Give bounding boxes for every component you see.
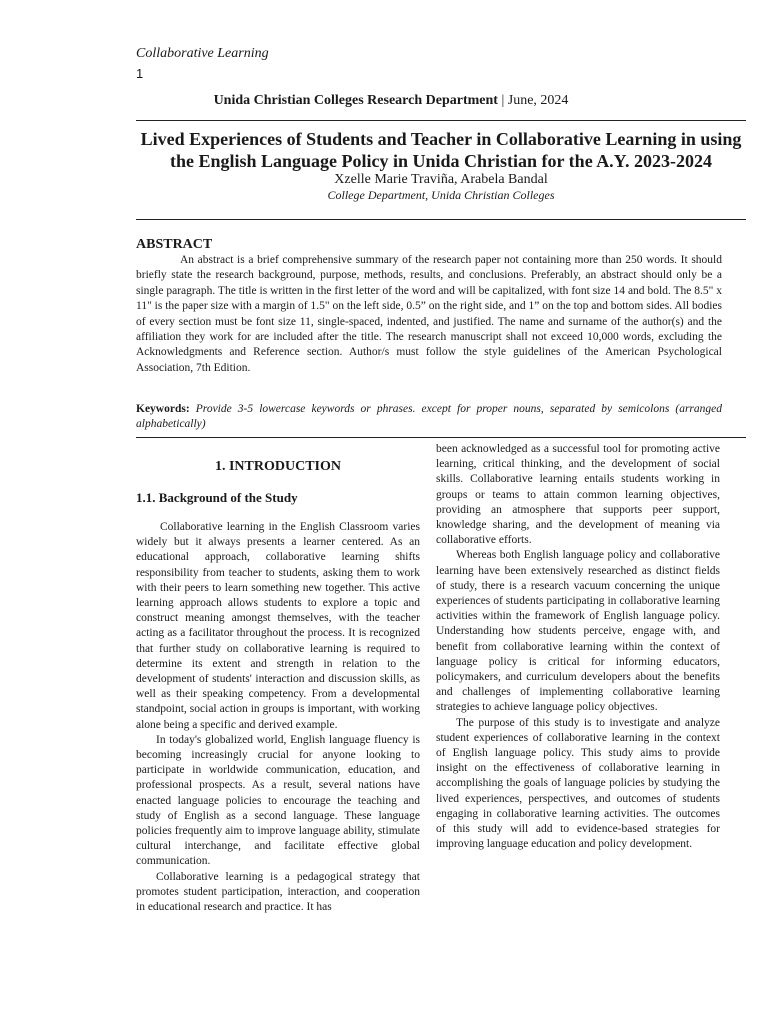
keywords	[136, 402, 722, 433]
subsection-heading: 1.1. Background of the Study	[136, 490, 298, 505]
keywords-text: Provide 3-5 lowercase keywords or phrases. except for proper nouns, separated by semicolons (arranged alphabetically)	[136, 403, 723, 431]
department-separator: |	[497, 93, 508, 108]
right-column	[436, 442, 720, 852]
department-name: Unida Christian Colleges Research Department	[213, 93, 498, 108]
left-column	[136, 442, 420, 915]
top-divider	[136, 120, 746, 121]
affiliation: College Department, Unida Christian Colleges	[327, 188, 555, 202]
paragraph: Whereas both English language policy and collaborative learning have been extensively researched as distinct fields of study, there is a research vacuum concerning the unique experiences of students participating in collaborative learning activities within the framework of English language policy. Understanding how students perceive, engage with, and benefit from collaborative learning within the context of language policy is critical for informing educators, policymakers, and curriculum developers about the benefits and challenges of implementing collaborative learning strategies to achieve language policy objectives.	[436, 549, 720, 714]
authors: Xzelle Marie Traviña, Arabela Bandal	[334, 172, 548, 187]
abstract-body: An abstract is a brief comprehensive summary of the research paper not containing more than 250 words. It should briefly state the research background, purpose, methods, results, and conclusions. Preferably, an abstract should only be a single paragraph. The title is written in the first letter of the word and will be capitalized, with font size 14 and bold. The 8.5" x 11" is the paper size with a margin of 1.5" on the left side, 0.5” on the right side, and 1” on the top and bottom sides. All bodies of every section must be font size 11, single-spaced, indented, and justified. The name and surname of the author(s) and the affiliation they work for are included after the title. The research manuscript shall not exceed 10,000 words, excluding the Acknowledgments and Reference section. Author/s must follow the style guidelines of the American Psychological Association, 7th Edition.	[136, 254, 722, 374]
keywords-label: Keywords:	[136, 403, 190, 415]
abstract-heading: ABSTRACT	[136, 237, 213, 252]
paper-title: Lived Experiences of Students and Teacher in Collaborative Learning in using the English Language Policy in Unida Christian for the A.Y. 2023-2024	[140, 129, 742, 171]
page-number: 1	[136, 66, 144, 81]
keywords-divider	[136, 437, 746, 438]
department-line	[136, 92, 646, 110]
section-heading: 1. INTRODUCTION	[214, 459, 341, 474]
publication-date: June, 2024	[507, 93, 569, 108]
running-header: Collaborative Learning	[136, 46, 269, 61]
paragraph: In today's globalized world, English language fluency is becoming increasingly crucial for anyone looking to participate in worldwide communication, education, and professional prospects. As a result, several nations have enacted language policies to encourage the teaching and study of English as a second language. These language policies frequently aim to improve language ability, stimulate cultural interchange, and facilitate effective global communication.	[136, 733, 420, 868]
paragraph: been acknowledged as a successful tool for promoting active learning, critical thinking, and the development of social skills. Collaborative learning entails students working in groups or teams to attain common learning objectives, providing an atmosphere that supports peer support, knowledge sharing, and the development of meaning via collaborative efforts.	[436, 443, 720, 547]
paragraph: Collaborative learning in the English Classroom varies widely but it always presents a learner centered. As an educational approach, collaborative learning shifts responsibility from teacher to students, asking them to work with their peers to learn something new together. This active learning approach allows students to explore a topic and construct meaning amongst themselves, with the teacher acting as a facilitator throughout the process. It is recognized that further study on collaborative learning is required to determine its extent and strength in relation to the development of students' interaction and discussion skills, as well as their speaking competency. From a developmental standpoint, social action in groups is important, with working alone being a specific and derived example.	[136, 521, 420, 731]
paragraph: The purpose of this study is to investigate and analyze student experiences of collaborative learning in the context of English language policy. This study aims to provide insight on the effectiveness of collaborative learning in accomplishing the goals of language policies by studying the lived experiences, perspectives, and outcomes of students engaging in collaborative learning activities. The outcomes of this study will add to evidence-based strategies for improving language education and policy development.	[436, 716, 720, 851]
paragraph: Collaborative learning is a pedagogical strategy that promotes student participation, interaction, and cooperation in educational research and practice. It has	[136, 870, 420, 914]
title-divider	[136, 219, 746, 220]
